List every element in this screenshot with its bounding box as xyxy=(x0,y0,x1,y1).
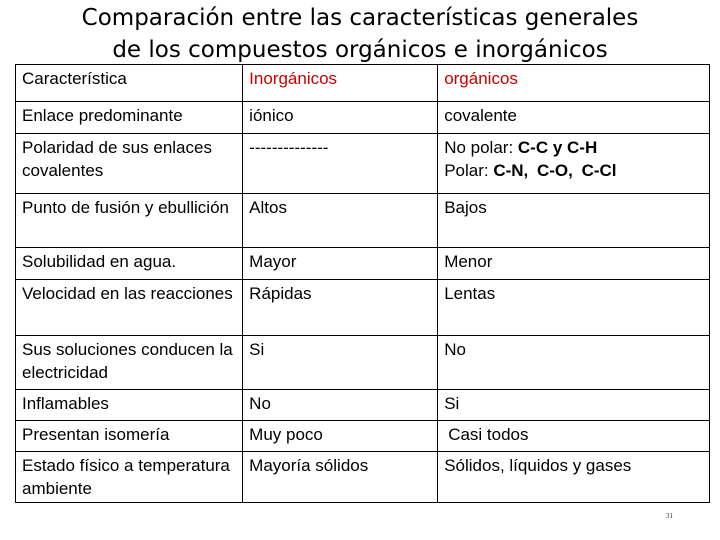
cell-inorganic: Mayor xyxy=(243,248,438,280)
title-line-1: Comparación entre las características generales xyxy=(81,5,639,31)
cell-inorganic: -------------- xyxy=(243,134,438,194)
cell-organic: Bajos xyxy=(438,194,710,248)
organic-polar-line xyxy=(444,159,703,182)
cell-organic: Sólidos, líquidos y gases xyxy=(438,452,710,503)
cell-organic: covalente xyxy=(438,102,710,134)
table-row xyxy=(16,421,710,452)
table-header-row xyxy=(16,65,710,102)
table-row xyxy=(16,452,710,503)
table-row xyxy=(16,280,710,336)
table-row xyxy=(16,248,710,280)
header-organic: orgánicos xyxy=(438,65,710,102)
cell-characteristic: Estado físico a temperatura ambiente xyxy=(16,452,243,503)
cell-organic: Casi todos xyxy=(438,421,710,452)
nonpolar-value: C-C y C-H xyxy=(517,138,598,157)
cell-organic xyxy=(438,134,710,194)
table-row xyxy=(16,194,710,248)
cell-inorganic: Altos xyxy=(243,194,438,248)
title-line-2: de los compuestos orgánicos e inorgánicos xyxy=(112,37,608,63)
cell-characteristic: Enlace predominante xyxy=(16,102,243,134)
cell-organic: No xyxy=(438,336,710,390)
table-row xyxy=(16,102,710,134)
cell-inorganic: No xyxy=(243,390,438,421)
header-inorganic: Inorgánicos xyxy=(243,65,438,102)
nonpolar-label: No polar: xyxy=(444,138,518,157)
table-row xyxy=(16,134,710,194)
polar-value: C-N, C-O, C-Cl xyxy=(493,161,617,180)
slide-number: 31 xyxy=(666,512,673,520)
cell-inorganic: iónico xyxy=(243,102,438,134)
cell-organic: Lentas xyxy=(438,280,710,336)
cell-characteristic: Velocidad en las reacciones xyxy=(16,280,243,336)
table-row xyxy=(16,390,710,421)
cell-inorganic: Mayoría sólidos xyxy=(243,452,438,503)
organic-nonpolar-line xyxy=(444,136,703,159)
cell-inorganic: Si xyxy=(243,336,438,390)
cell-characteristic: Presentan isomería xyxy=(16,421,243,452)
table-row xyxy=(16,336,710,390)
comparison-table xyxy=(15,64,710,503)
cell-inorganic: Rápidas xyxy=(243,280,438,336)
cell-characteristic: Sus soluciones conducen la electricidad xyxy=(16,336,243,390)
cell-characteristic: Punto de fusión y ebullición xyxy=(16,194,243,248)
cell-organic: Menor xyxy=(438,248,710,280)
cell-inorganic: Muy poco xyxy=(243,421,438,452)
cell-characteristic: Solubilidad en agua. xyxy=(16,248,243,280)
cell-characteristic: Inflamables xyxy=(16,390,243,421)
cell-organic: Si xyxy=(438,390,710,421)
header-characteristic: Característica xyxy=(16,65,243,102)
cell-characteristic: Polaridad de sus enlaces covalentes xyxy=(16,134,243,194)
page-title xyxy=(0,2,720,66)
polar-label: Polar: xyxy=(444,161,494,180)
